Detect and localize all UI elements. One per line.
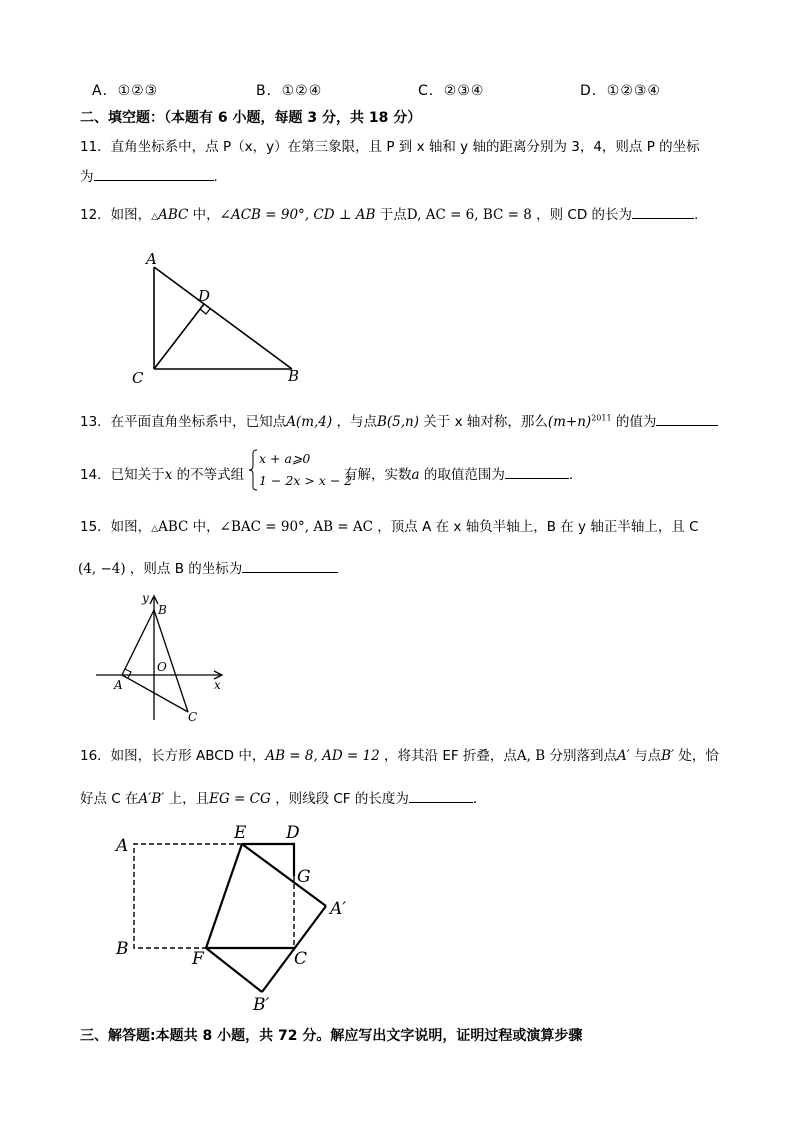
fig12-altitude-cd bbox=[154, 304, 204, 369]
fig16-label-f: F bbox=[192, 949, 204, 969]
q13-text bbox=[80, 410, 718, 430]
q15-coord: (4, −4) bbox=[78, 561, 126, 577]
q13-suffix: 的值为 bbox=[611, 414, 657, 430]
q14-mid2: 有解，实数 bbox=[344, 467, 412, 483]
q12-cond: ∠ACB = 90°, CD ⊥ AB bbox=[219, 207, 376, 223]
fig16-label-c: C bbox=[294, 949, 308, 969]
fig16-label-aprime: A′ bbox=[330, 899, 347, 919]
q13-point-b: B(5,n) bbox=[376, 414, 419, 430]
section2-title: 二、填空题：（本题有 6 小题，每题 3 分，共 18 分） bbox=[80, 110, 422, 126]
q12-text bbox=[80, 203, 698, 223]
q15-mid: 中， bbox=[188, 519, 220, 535]
fig16-ea-prime bbox=[242, 844, 326, 906]
q16-line2-prefix: 好点 C 在 bbox=[80, 791, 139, 807]
fig15-label-o: O bbox=[157, 660, 167, 674]
q11-suffix: ． bbox=[213, 169, 227, 185]
q16-mid3: 与点 bbox=[629, 748, 662, 764]
figure-q15 bbox=[92, 590, 232, 725]
fig15-label-y: y bbox=[142, 591, 149, 605]
fig15-label-a: A bbox=[114, 678, 123, 692]
q16-line2-mid: 上，且 bbox=[164, 791, 210, 807]
fig15-label-c: C bbox=[188, 710, 198, 724]
q16-mid2: 分别落到点 bbox=[545, 748, 617, 764]
q13-point-a: A(m,4) bbox=[286, 414, 333, 430]
q15-line1 bbox=[80, 515, 699, 535]
q13-exponent: 2011 bbox=[591, 413, 612, 423]
q16-prefix: 16．如图，长方形 ABCD 中， bbox=[80, 748, 266, 764]
fig16-label-g: G bbox=[297, 867, 311, 887]
fig16-f-bp bbox=[206, 948, 262, 992]
q13-answer-blank[interactable] bbox=[656, 413, 718, 426]
q16-line2-suffix: ，则线段 CF 的长度为 bbox=[270, 791, 409, 807]
q12-end: . bbox=[694, 207, 699, 223]
q12-suffix: ，则 CD 的长为 bbox=[531, 207, 633, 223]
q16-apbp: A′B′ bbox=[138, 791, 165, 807]
q12-cond2: D, AC = 6, BC = 8 bbox=[406, 207, 532, 223]
q15-triangle: △ bbox=[151, 524, 159, 534]
fig16-label-d: D bbox=[286, 823, 300, 843]
q14-suffix: 的取值范围为 bbox=[419, 467, 505, 483]
q12-mid2: 于点 bbox=[375, 207, 407, 223]
q14-text-left bbox=[80, 463, 244, 483]
q14-end: . bbox=[568, 467, 574, 483]
q11-line1: 11．直角坐标系中，点 P（x，y）在第三象限，且 P 到 x 轴和 y 轴的距离分别为 3，4，则点 P 的坐标 bbox=[80, 139, 700, 155]
q16-suffix: 处，恰 bbox=[674, 748, 719, 764]
q16-end: . bbox=[472, 791, 478, 807]
q12-abc: ABC bbox=[158, 207, 189, 223]
option-c: C．②③④ bbox=[418, 83, 485, 99]
option-d: D．①②③④ bbox=[580, 83, 661, 99]
q16-line1 bbox=[80, 744, 719, 764]
q14-inequality-1: x + a⩾0 bbox=[259, 451, 311, 466]
option-b: B．①②④ bbox=[256, 83, 323, 99]
q11-answer-blank[interactable] bbox=[94, 168, 214, 181]
fig16-fold-ef bbox=[206, 844, 242, 948]
q16-ab: A, B bbox=[516, 748, 546, 764]
q12-mid: 中， bbox=[188, 207, 220, 223]
option-a: A．①②③ bbox=[92, 83, 159, 99]
fig16-label-e: E bbox=[234, 823, 247, 843]
fig16-folded-rect bbox=[134, 844, 242, 948]
q15-suffix: ，顶点 A 在 x 轴负半轴上，B 在 y 轴正半轴上，且 C bbox=[373, 519, 699, 535]
q14-prefix: 14．已知关于 bbox=[80, 467, 165, 483]
fig12-label-a: A bbox=[146, 250, 157, 268]
q15-cond: ∠BAC = 90°, AB = AC bbox=[219, 519, 374, 535]
q11-line2 bbox=[80, 165, 227, 185]
q14-answer-blank[interactable] bbox=[505, 466, 569, 479]
fig15-side-ab bbox=[122, 610, 154, 675]
q16-bprime: B′ bbox=[661, 748, 675, 764]
q13-prefix: 13．在平面直角坐标系中，已知点 bbox=[80, 414, 287, 430]
q16-cond: AB = 8, AD = 12 bbox=[265, 748, 380, 764]
q14-inequality-2: 1 − 2x > x − 2 bbox=[259, 473, 353, 488]
q11-prefix: 为 bbox=[80, 169, 94, 185]
q14-var: x bbox=[164, 467, 173, 483]
q14-text-right bbox=[344, 463, 573, 483]
q14-mid: 的不等式组 bbox=[172, 467, 245, 483]
fig12-label-b: B bbox=[288, 367, 300, 385]
q13-expr: (m+n) bbox=[547, 414, 592, 430]
q15-prefix: 15．如图， bbox=[80, 519, 152, 535]
fig12-right-angle-mark bbox=[200, 309, 210, 314]
q15-abc: ABC bbox=[158, 519, 189, 535]
q15-answer-blank[interactable] bbox=[242, 560, 338, 573]
fig15-label-b: B bbox=[158, 603, 167, 617]
q15-line2 bbox=[78, 557, 338, 577]
figure-q16 bbox=[110, 818, 370, 1018]
q16-cond2: EG = CG bbox=[209, 791, 271, 807]
q16-aprime: A′ bbox=[616, 748, 630, 764]
q12-answer-blank[interactable] bbox=[632, 206, 694, 219]
fig16-label-b: B bbox=[116, 939, 129, 959]
fig16-label-a: A bbox=[116, 836, 129, 856]
q14-var2: a bbox=[411, 467, 420, 483]
q14-brace bbox=[248, 449, 258, 491]
fig16-label-bprime: B′ bbox=[253, 995, 270, 1015]
q16-answer-blank[interactable] bbox=[409, 790, 473, 803]
q16-line2 bbox=[80, 787, 477, 807]
fig15-label-x: x bbox=[214, 678, 221, 692]
q15-line2-suffix: ，则点 B 的坐标为 bbox=[125, 561, 243, 577]
q16-mid: ，将其沿 EF 折叠，点 bbox=[379, 748, 517, 764]
q12-prefix: 12．如图， bbox=[80, 207, 152, 223]
fig12-label-c: C bbox=[132, 369, 144, 387]
section3-title: 三、解答题:本题共 8 小题，共 72 分。解应写出文字说明，证明过程或演算步骤 bbox=[80, 1028, 583, 1044]
q12-triangle: △ bbox=[151, 212, 159, 222]
q13-mid2: 关于 x 轴对称，那么 bbox=[418, 414, 548, 430]
q13-mid: ，与点 bbox=[332, 414, 377, 430]
figure-q12 bbox=[120, 245, 320, 390]
fig12-side-ab bbox=[154, 267, 292, 369]
fig12-label-d: D bbox=[198, 287, 211, 305]
